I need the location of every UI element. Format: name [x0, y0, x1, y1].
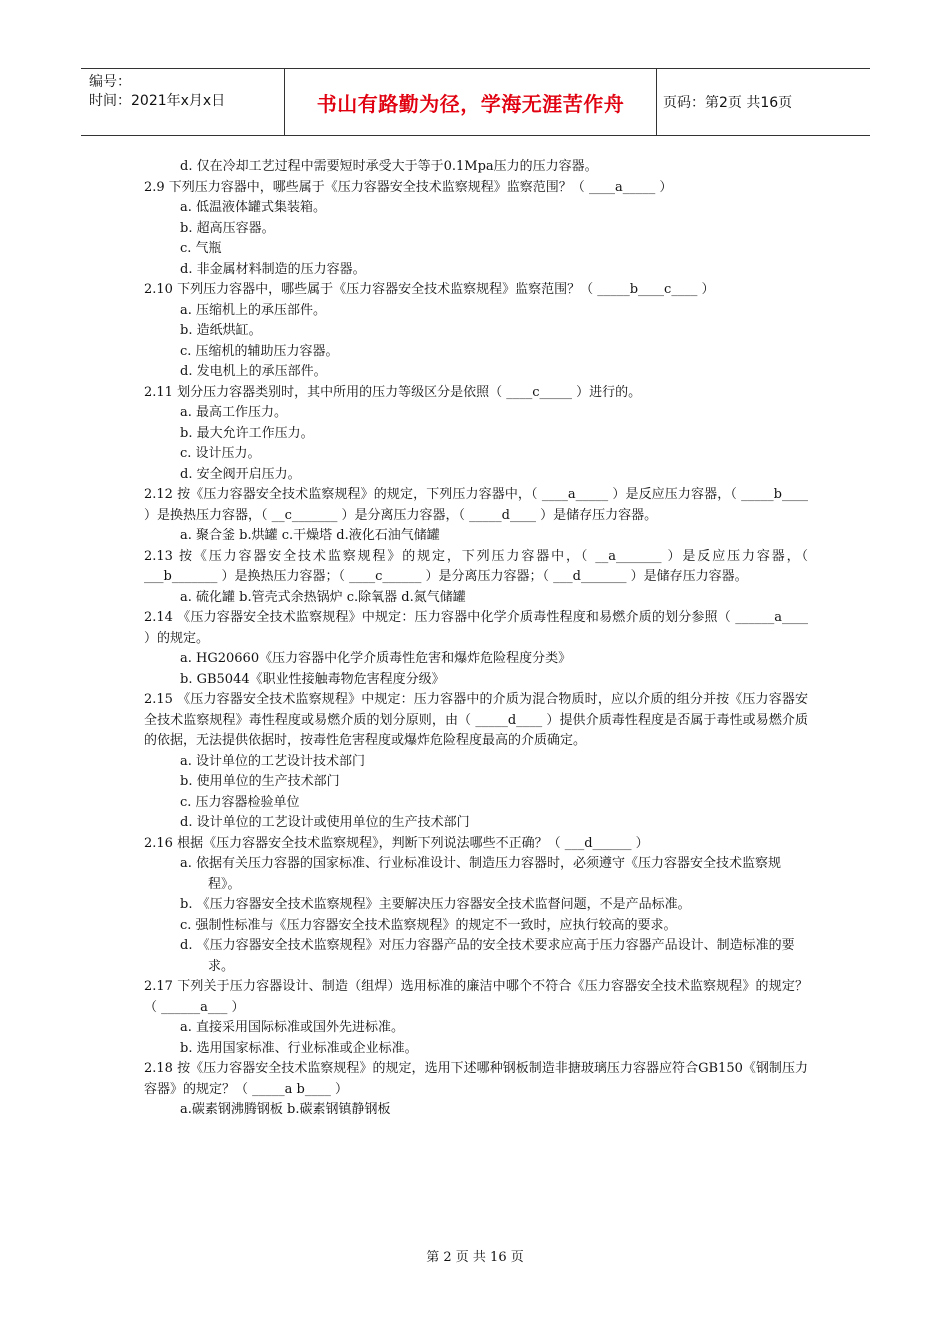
option-text: b. 造纸烘缸。	[180, 323, 262, 338]
page-footer: 第 2 页 共 16 页	[426, 1250, 524, 1265]
question-text: 2.10 下列压力容器中，哪些属于《压力容器安全技术监察规程》监察范围？（ _____b____c____ ）	[144, 282, 715, 297]
option-text: d. 发电机上的承压部件。	[180, 364, 327, 379]
document-time-label: 时间：2021年x月x日	[89, 93, 226, 109]
header-meta	[81, 69, 284, 135]
question-text: 2.15 《压力容器安全技术监察规程》中规定：压力容器中的介质为混合物质时，应以介质的组分并按《压力容器安全技术监察规程》毒性程度或易燃介质的划分原则，由（ _____d____ ）提供介质毒性程度是否属于毒性或易燃介质的依据，无法提供依据时，按毒性危害程度或爆炸危险程度最高的介质确定。	[144, 692, 808, 748]
header-page-info: 页码：第2页 共16页	[663, 95, 793, 111]
option-text: a. 聚合釜 b.烘罐 c.干燥塔 d.液化石油气储罐	[180, 528, 440, 543]
question-text: 2.12 按《压力容器安全技术监察规程》的规定，下列压力容器中，（ ____a_____ ）是反应压力容器，（ _____b____ ）是换热压力容器，（ __c_______ ）是分离压力容器，（ _____d____ ）是储存压力容器。	[144, 487, 808, 523]
option-text: c. 设计压力。	[180, 446, 261, 461]
page-header	[81, 68, 870, 136]
option-text: b. 超高压容器。	[180, 220, 275, 236]
option-text: a. 依据有关压力容器的国家标准、行业标准设计、制造压力容器时，必须遵守《压力容器安全技术监察规程》。	[180, 856, 782, 892]
question-text: 2.13 按《压力容器安全技术监察规程》的规定，下列压力容器中，（ __a_______ ）是反应压力容器，（ ___b_______ ）是换热压力容器；（ ____c______ ）是分离压力容器；（ ___d_______ ）是储存压力容器。	[144, 548, 808, 584]
option-text: a. HG20660《压力容器中化学介质毒性危害和爆炸危险程度分类》	[180, 651, 572, 666]
option-text: a. 最高工作压力。	[180, 405, 288, 420]
option-text: d. 设计单位的工艺设计或使用单位的生产技术部门	[180, 815, 470, 830]
option-text: c. 压力容器检验单位	[180, 794, 300, 810]
option-text: a. 直接采用国际标准或国外先进标准。	[180, 1020, 405, 1035]
document-number-label: 编号：	[89, 74, 131, 90]
question-text: 2.16 根据《压力容器安全技术监察规程》，判断下列说法哪些不正确？（ ___d______ ）	[144, 835, 649, 851]
option-text: d. 非金属材料制造的压力容器。	[180, 261, 366, 277]
option-text: b. 《压力容器安全技术监察规程》主要解决压力容器安全技术监督问题，不是产品标准。	[180, 897, 691, 912]
question-text: 2.14 《压力容器安全技术监察规程》中规定：压力容器中化学介质毒性程度和易燃介质的划分参照（ ______a____ ）的规定。	[144, 610, 808, 646]
option-text: a. 压缩机上的承压部件。	[180, 302, 327, 318]
option-text: d. 《压力容器安全技术监察规程》对压力容器产品的安全技术要求应高于压力容器产品设计、制造标准的要求。	[180, 938, 795, 974]
question-text: 2.9 下列压力容器中，哪些属于《压力容器安全技术监察规程》监察范围？（ ____a_____ ）	[144, 179, 673, 195]
document-body	[144, 157, 808, 1121]
option-text: b. 最大允许工作压力。	[180, 425, 314, 441]
option-text: b. 使用单位的生产技术部门	[180, 774, 340, 789]
option-text: a. 硫化罐 b.管壳式余热锅炉 c.除氧器 d.氮气储罐	[180, 589, 466, 605]
option-text: a.碳素钢沸腾钢板 b.碳素钢镇静钢板	[180, 1102, 391, 1117]
option-text: d. 仅在冷却工艺过程中需要短时承受大于等于0.1Mpa压力的压力容器。	[180, 159, 598, 174]
question-text: 2.11 划分压力容器类别时，其中所用的压力等级区分是依照（ ____c_____ ）进行的。	[144, 384, 642, 400]
option-text: b. 选用国家标准、行业标准或企业标准。	[180, 1040, 418, 1056]
option-text: a. 低温液体罐式集装箱。	[180, 200, 327, 215]
question-text: 2.17 下列关于压力容器设计、制造（组焊）选用标准的廉洁中哪个不符合《压力容器安全技术监察规程》的规定？（ ______a___ ）	[144, 979, 808, 1015]
header-slogan: 书山有路勤为径，学海无涯苦作舟	[284, 69, 657, 135]
option-text: c. 压缩机的辅助压力容器。	[180, 343, 339, 359]
option-text: c. 强制性标准与《压力容器安全技术监察规程》的规定不一致时，应执行较高的要求。	[180, 917, 677, 933]
option-text: a. 设计单位的工艺设计技术部门	[180, 753, 366, 769]
option-text: d. 安全阀开启压力。	[180, 466, 301, 482]
question-text: 2.18 按《压力容器安全技术监察规程》的规定，选用下述哪种钢板制造非搪玻璃压力容器应符合GB150《钢制压力容器》的规定？（ _____a b____ ）	[144, 1061, 808, 1097]
option-text: b. GB5044《职业性接触毒物危害程度分级》	[180, 671, 445, 687]
option-text: c. 气瓶	[180, 241, 222, 256]
